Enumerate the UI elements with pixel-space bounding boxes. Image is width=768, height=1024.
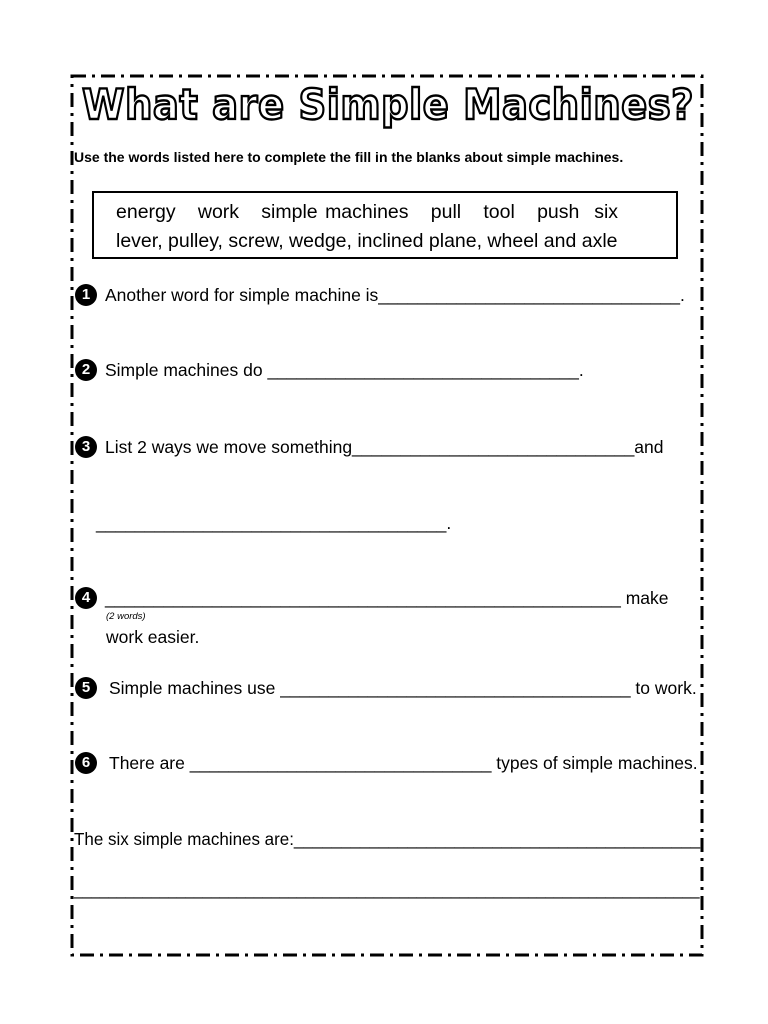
question-3-text: List 2 ways we move something_____________________________and xyxy=(105,437,664,457)
question-6-text: There are _______________________________ types of simple machines. xyxy=(109,753,698,773)
word-bank xyxy=(92,191,678,259)
question-1-text: Another word for simple machine is_______________________________. xyxy=(105,285,685,305)
question-4-text: _____________________________________________________ make xyxy=(105,588,669,608)
question-number-2: 2 xyxy=(75,359,97,381)
six-machines-prompt: The six simple machines are:___________________________________________ xyxy=(74,829,701,849)
question-number-6: 6 xyxy=(75,752,97,774)
word-bank-line-2: lever, pulley, screw, wedge, inclined plane, wheel and axle xyxy=(116,230,618,252)
word-bank-line-1: energy work simple machines pull tool push six xyxy=(116,201,619,223)
question-number-5: 5 xyxy=(75,677,97,699)
question-5-text: Simple machines use ____________________________________ to work. xyxy=(109,678,697,698)
question-number-3: 3 xyxy=(75,436,97,458)
question-4-hint: (2 words) xyxy=(106,611,146,622)
instructions: Use the words listed here to complete the fill in the blanks about simple machines. xyxy=(74,149,624,165)
six-machines-blank: _________________________________________________________________________ xyxy=(74,879,700,899)
question-number-4: 4 xyxy=(75,587,97,609)
question-4-continuation: work easier. xyxy=(106,627,200,647)
question-2-text: Simple machines do ________________________________. xyxy=(105,360,584,380)
worksheet-title: What are Simple Machines? xyxy=(82,80,694,129)
question-number-1: 1 xyxy=(75,284,97,306)
question-3-continuation: ____________________________________. xyxy=(96,513,452,533)
